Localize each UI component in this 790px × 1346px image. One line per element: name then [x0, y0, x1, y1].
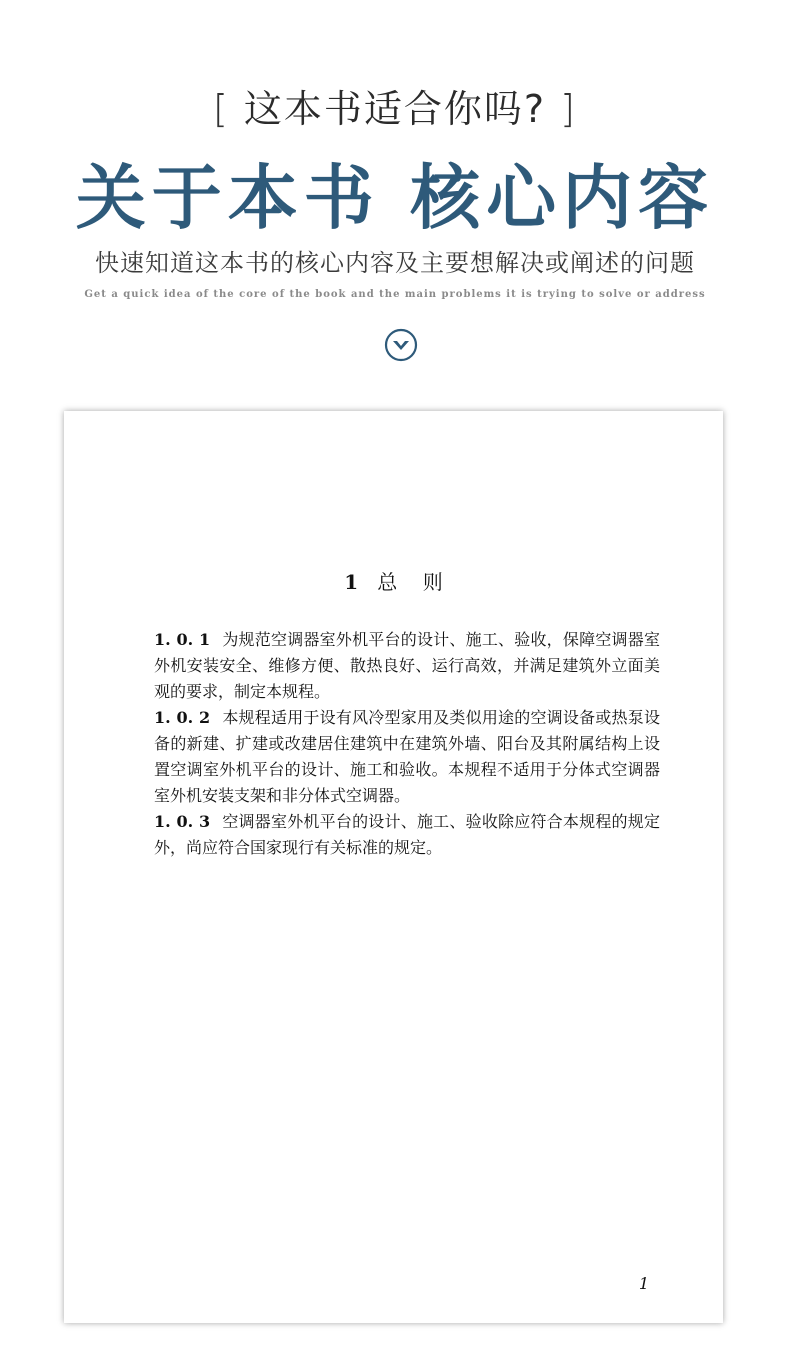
clause-number: 1. 0. 2: [154, 708, 211, 727]
clause-1-0-1: [154, 627, 660, 705]
clause-number: 1. 0. 3: [154, 812, 211, 831]
clause-text: 本规程适用于设有风冷型家用及类似用途的空调设备或热泵设备的新建、扩建或改建居住建筑中在建筑外墙、阳台及其附属结构上设置空调室外机平台的设计、施工和验收。本规程不适用于分体式空调器室外机安装支架和非分体式空调器。: [154, 708, 660, 805]
clause-text: 空调器室外机平台的设计、施工、验收除应符合本规程的规定外，尚应符合国家现行有关标准的规定。: [154, 812, 660, 857]
subtitle-chinese: 快速知道这本书的核心内容及主要想解决或阐述的问题: [95, 249, 695, 277]
book-page-preview: [64, 411, 723, 1323]
page-title: 关于本书 核心内容: [75, 156, 715, 239]
kicker-bracket-open: [: [212, 87, 230, 131]
clause-text: 为规范空调器室外机平台的设计、施工、验收，保障空调器室外机安装安全、维修方便、散热良好、运行高效，并满足建筑外立面美观的要求，制定本规程。: [154, 630, 660, 701]
kicker-bracket-close: ]: [560, 87, 577, 131]
intro-header: [0, 0, 790, 400]
clause-1-0-3: [154, 809, 660, 861]
kicker-heading: [0, 78, 790, 133]
chevron-down-circle-icon: [384, 328, 418, 362]
clause-1-0-2: [154, 705, 660, 809]
chapter-body: [154, 627, 660, 861]
subtitle-english: Get a quick idea of the core of the book and the main problems it is trying to solve or address: [84, 289, 706, 300]
clause-number: 1. 0. 1: [154, 630, 211, 649]
chapter-heading: [64, 566, 723, 595]
chapter-title: 总 则: [377, 570, 443, 594]
page-number: 1: [638, 1274, 649, 1293]
kicker-text: 这本书适合你吗?: [243, 87, 547, 131]
chapter-number: 1: [344, 570, 359, 594]
